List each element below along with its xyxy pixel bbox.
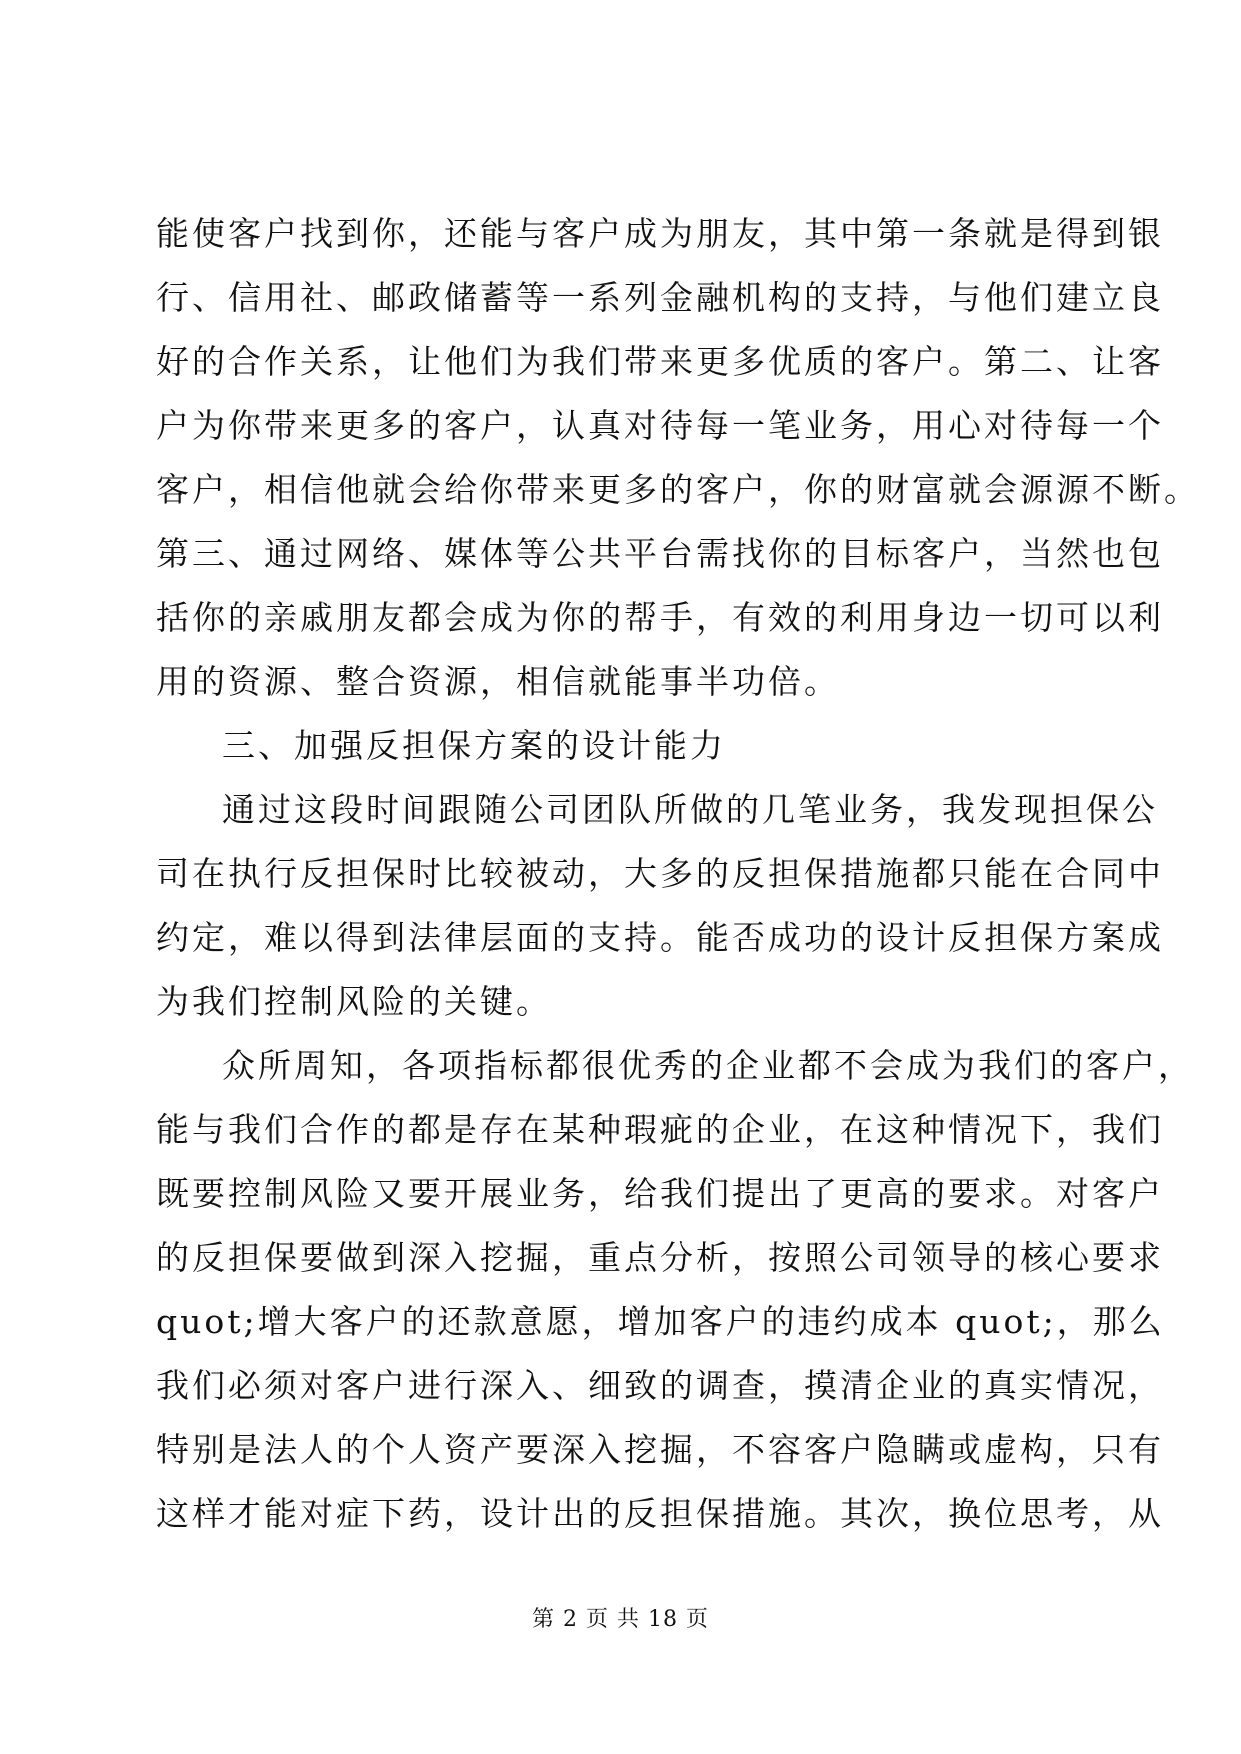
paragraph-line: 约定，难以得到法律层面的支持。能否成功的设计反担保方案成 — [156, 918, 1164, 957]
paragraph-line: 好的合作关系，让他们为我们带来更多优质的客户。第二、让客 — [156, 342, 1164, 381]
paragraph-line: quot;增大客户的还款意愿，增加客户的违约成本 quot;，那么 — [156, 1302, 1165, 1341]
paragraph-line: 我们必须对客户进行深入、细致的调查，摸清企业的真实情况， — [156, 1366, 1164, 1405]
section-heading: 三、加强反担保方案的设计能力 — [222, 726, 726, 765]
paragraph-line: 能与我们合作的都是存在某种瑕疵的企业，在这种情况下，我们 — [156, 1110, 1164, 1149]
paragraph-line: 众所周知，各项指标都很优秀的企业都不会成为我们的客户， — [222, 1046, 1194, 1085]
paragraph-line: 户为你带来更多的客户，认真对待每一笔业务，用心对待每一个 — [156, 406, 1164, 445]
paragraph-line: 为我们控制风险的关键。 — [156, 982, 552, 1021]
paragraph-line: 客户，相信他就会给你带来更多的客户，你的财富就会源源不断。 — [156, 470, 1200, 509]
paragraph-line: 特别是法人的个人资产要深入挖掘，不容客户隐瞒或虚构，只有 — [156, 1430, 1164, 1469]
paragraph-line: 的反担保要做到深入挖掘，重点分析，按照公司领导的核心要求 — [156, 1238, 1164, 1277]
paragraph-line: 司在执行反担保时比较被动，大多的反担保措施都只能在合同中 — [156, 854, 1164, 893]
paragraph-line: 这样才能对症下药，设计出的反担保措施。其次，换位思考，从 — [156, 1494, 1164, 1533]
paragraph-line: 通过这段时间跟随公司团队所做的几笔业务，我发现担保公 — [222, 790, 1158, 829]
paragraph-line: 行、信用社、邮政储蓄等一系列金融机构的支持，与他们建立良 — [156, 278, 1164, 317]
paragraph-line: 用的资源、整合资源，相信就能事半功倍。 — [156, 662, 840, 701]
paragraph-line: 能使客户找到你，还能与客户成为朋友，其中第一条就是得到银 — [156, 214, 1164, 253]
paragraph-line: 括你的亲戚朋友都会成为你的帮手，有效的利用身边一切可以利 — [156, 598, 1164, 637]
paragraph-line: 既要控制风险又要开展业务，给我们提出了更高的要求。对客户 — [156, 1174, 1164, 1213]
page-number-footer: 第 2 页 共 18 页 — [532, 1607, 709, 1632]
paragraph-line: 第三、通过网络、媒体等公共平台需找你的目标客户，当然也包 — [156, 534, 1164, 573]
